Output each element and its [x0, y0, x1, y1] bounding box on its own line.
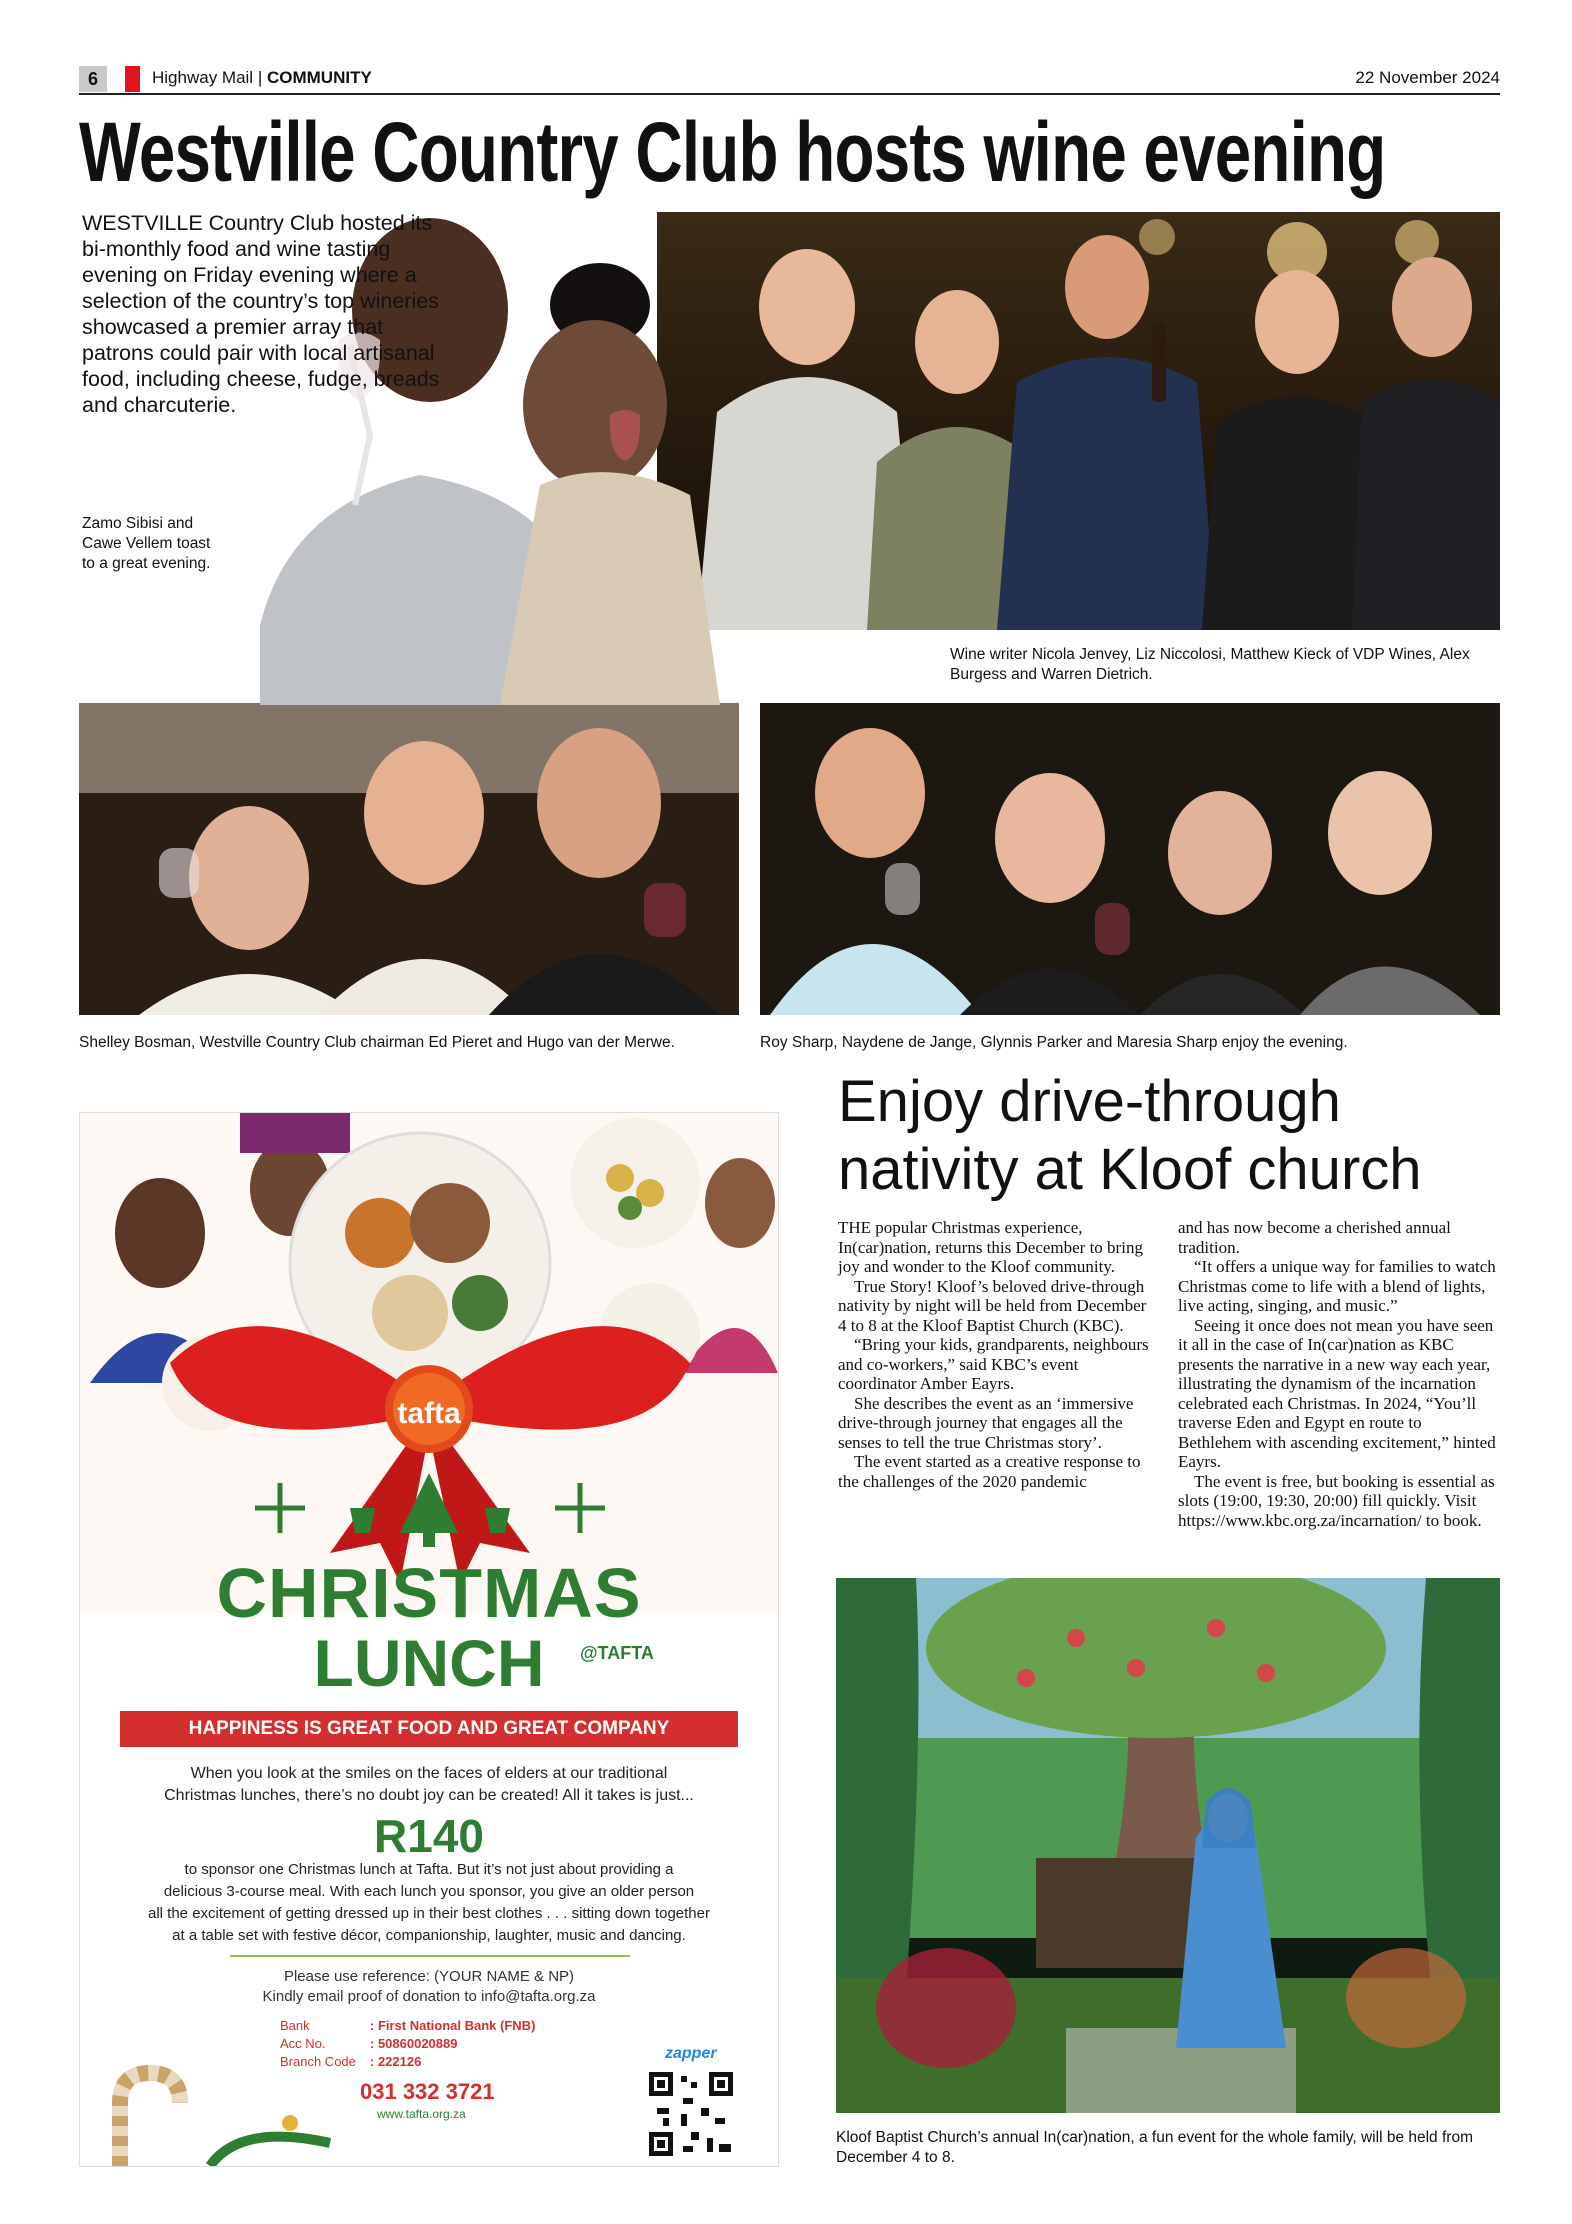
col2-paragraph: Seeing it once does not mean you have seen it all in the case of In(car)nation as KBC presents the narrative in a new way each year, illustrating the dynamism of the incarnation celebrated each Christmas. In 2024, “You’ll traverse Eden and Egypt en route to Bethlehem with ascending excitement,” hinted Eayrs.	[1178, 1315, 1496, 1471]
bank-value: : First National Bank (FNB)	[370, 2018, 536, 2033]
candy-cane-icon	[80, 2043, 340, 2166]
col1-paragraph: True Story! Kloof’s beloved drive-through nativity by night will be held from December 4 to 8 at the Kloof Baptist Church (KBC).	[838, 1276, 1147, 1335]
ad-body-3: to sponsor one Christmas lunch at Tafta. But it’s not just about providing a	[184, 1861, 674, 1878]
main-headline: Westville Country Club hosts wine evening	[79, 105, 1386, 199]
acc-label: Acc No.	[280, 2036, 326, 2051]
caption-photo2: Wine writer Nicola Jenvey, Liz Niccolosi, Matthew Kieck of VDP Wines, Alex Burgess and Warren Dietrich.	[950, 646, 1470, 683]
ad-title-christmas: CHRISTMAS	[216, 1554, 642, 1632]
photo-wine-writers	[657, 212, 1500, 630]
caption-photo4: Roy Sharp, Naydene de Jange, Glynnis Parker and Maresia Sharp enjoy the evening.	[760, 1034, 1348, 1051]
col1-paragraph: “Bring your kids, grandparents, neighbours and co-workers,” said KBC’s event coordinator Amber Eayrs.	[838, 1335, 1149, 1393]
tafta-christmas-ad	[79, 1112, 779, 2167]
col2-paragraph: and has now become a cherished annual tradition.	[1178, 1218, 1451, 1257]
red-marker	[125, 66, 140, 92]
caption-photo3: Shelley Bosman, Westville Country Club chairman Ed Pieret and Hugo van der Merwe.	[79, 1034, 675, 1051]
section-name: COMMUNITY	[266, 68, 372, 87]
caption-photo5: Kloof Baptist Church’s annual In(car)nation, a fun event for the whole family, will be held from December 4 to 8.	[836, 2129, 1473, 2166]
ad-body-5: all the excitement of getting dressed up in their best clothes . . . sitting down together	[148, 1905, 710, 1922]
col2-paragraph: The event is free, but booking is essential as slots (19:00, 19:30, 20:00) fill quickly. Visit https://www.kbc.org.za/incarnation/ to book.	[1178, 1471, 1495, 1530]
nativity-headline	[838, 1068, 1498, 1204]
issue-date: 22 November 2024	[1355, 68, 1500, 87]
ad-bank-values	[370, 2017, 535, 2071]
publication-label: Highway Mail | COMMUNITY	[152, 68, 372, 87]
ad-phone: 031 332 3721	[360, 2079, 495, 2104]
tafta-logo: tafta	[397, 1397, 461, 1430]
ad-title-lunch: LUNCH	[313, 1626, 545, 1700]
ad-at-tafta: @TAFTA	[580, 1643, 654, 1663]
branch-value: : 222126	[370, 2054, 422, 2069]
publication-name: Highway Mail	[152, 68, 254, 87]
nativity-column-2	[1178, 1218, 1498, 1530]
nativity-headline-2: nativity at Kloof church	[838, 1137, 1422, 1202]
caption-photo1: Zamo Sibisi and Cawe Vellem toast to a great evening.	[82, 515, 211, 572]
bank-label: Bank	[280, 2018, 310, 2033]
col2-paragraph: “It offers a unique way for families to watch Christmas come to life with a blend of lights, live acting, singing, and music.”	[1178, 1257, 1496, 1315]
ad-body-2: Christmas lunches, there’s no doubt joy can be created! All it takes is just...	[164, 1787, 694, 1804]
ad-body-6: at a table set with festive décor, companionship, laughter, music and dancing.	[172, 1927, 686, 1944]
photo-roy-naydene-glynnis-maresia	[760, 703, 1500, 1015]
ad-reference-1: Please use reference: (YOUR NAME & NP)	[283, 1968, 575, 1985]
header-rule	[79, 93, 1500, 95]
ad-price: R140	[374, 1810, 484, 1862]
branch-label: Branch Code	[280, 2054, 356, 2069]
page-number: 6	[79, 66, 107, 92]
intro-paragraph: WESTVILLE Country Club hosted its bi-monthly food and wine tasting evening on Friday evening where a selection of the country’s top wineries showcased a premier array that patrons could pair with local artisanal food, including cheese, fudge, breads and charcuterie.	[82, 211, 440, 417]
ad-banner-text: HAPPINESS IS GREAT FOOD AND GREAT COMPANY	[188, 1718, 670, 1739]
acc-value: : 50860020889	[370, 2036, 458, 2051]
photo-shelley-ed-hugo	[79, 703, 739, 1015]
col1-paragraph: She describes the event as an ‘immersive drive-through journey that engages all the senses to tell the true Christmas story’.	[838, 1393, 1134, 1452]
ad-divider	[230, 1955, 630, 1957]
ad-reference-2: Kindly email proof of donation to info@tafta.org.za	[262, 1988, 596, 2005]
col1-paragraph: The event started as a creative response to the challenges of the 2020 pandemic	[838, 1452, 1141, 1491]
zapper-logo: zapper	[665, 2045, 717, 2062]
ad-body-4: delicious 3-course meal. With each lunch you sponsor, you give an older person	[163, 1883, 695, 1900]
ad-body-1: When you look at the smiles on the faces of elders at our traditional	[190, 1765, 668, 1782]
ad-web: www.tafta.org.za	[377, 2107, 466, 2121]
nativity-headline-1: Enjoy drive-through	[838, 1069, 1341, 1134]
photo-nativity	[836, 1578, 1500, 2113]
nativity-column-1	[838, 1218, 1158, 1491]
col1-paragraph: THE popular Christmas experience, In(car)nation, returns this December to bring joy and wonder to the Kloof community.	[838, 1218, 1143, 1276]
qr-code-icon	[645, 2068, 737, 2160]
